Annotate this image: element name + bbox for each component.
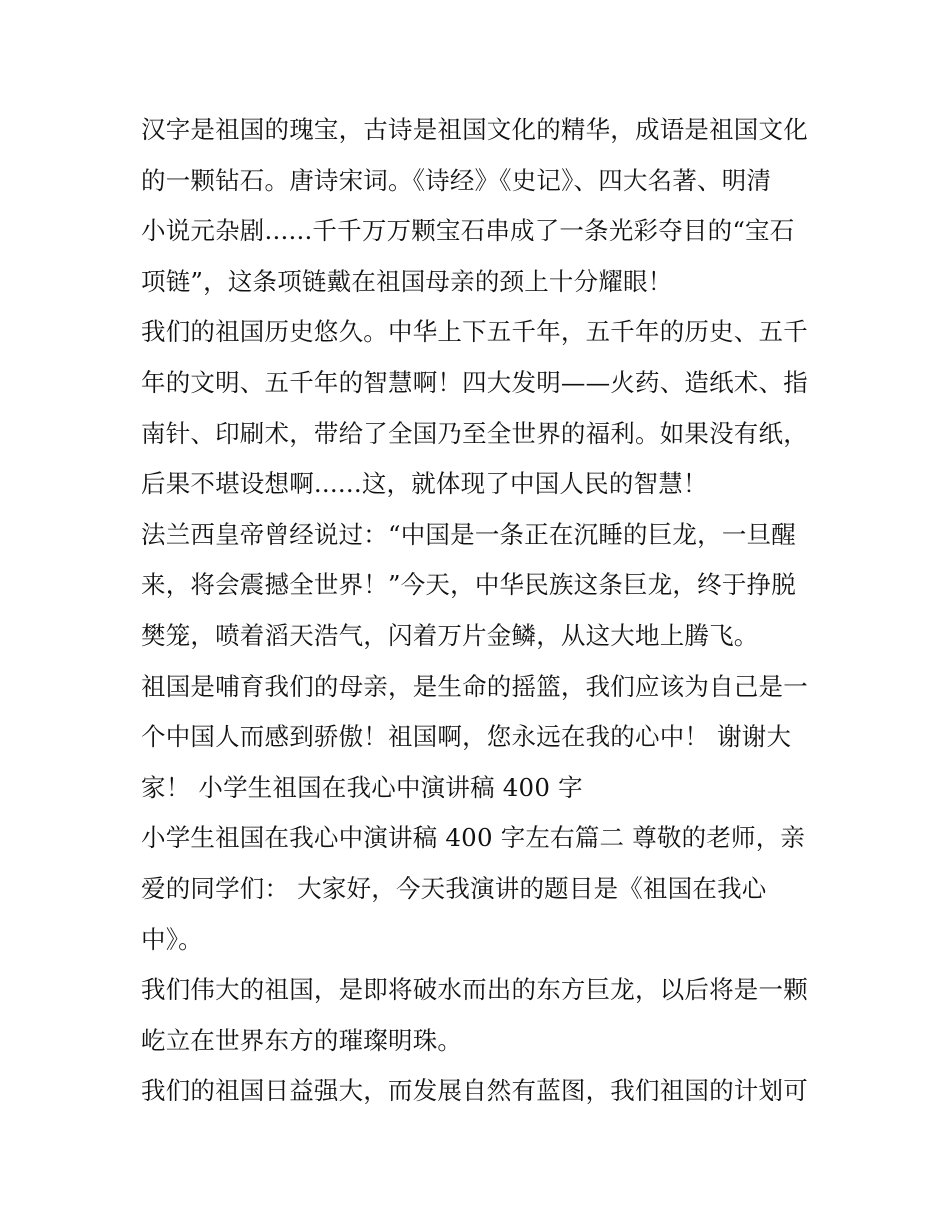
text-line: 小说元杂剧......千千万万颗宝石串成了一条光彩夺目的“宝石	[141, 216, 795, 246]
text-line: 后果不堪设想啊......这，就体现了中国人民的智慧！	[141, 469, 708, 499]
text-line: 法兰西皇帝曾经说过：“中国是一条正在沉睡的巨龙，一旦醒	[141, 519, 796, 549]
document-body	[141, 105, 821, 1117]
text-line: 爱的同学们： 大家好，今天我演讲的题目是《祖国在我心	[141, 873, 767, 903]
text-line: 汉字是祖国的瑰宝，古诗是祖国文化的精华，成语是祖国文化	[141, 115, 808, 144]
text-line: 我们的祖国日益强大，而发展自然有蓝图，我们祖国的计划可	[141, 1076, 808, 1106]
text-line: 项链”，这条项链戴在祖国母亲的颈上十分耀眼！	[141, 266, 673, 296]
text-line: 来，将会震撼全世界！”今天，中华民族这条巨龙，终于挣脱	[141, 570, 796, 600]
text-line: 的一颗钻石。唐诗宋词。《诗经》《史记》、四大名著、明清	[141, 165, 772, 195]
text-line: 屹立在世界东方的璀璨明珠。	[141, 1025, 463, 1055]
text-line: 南针、印刷术，带给了全国乃至全世界的福利。如果没有纸，	[141, 418, 808, 448]
text-line: 个中国人而感到骄傲！祖国啊，您永远在我的心中！ 谢谢大	[141, 722, 792, 752]
text-line: 我们的祖国历史悠久。中华上下五千年，五千年的历史、五千	[141, 317, 808, 347]
text-line: 我们伟大的祖国，是即将破水而出的东方巨龙，以后将是一颗	[141, 975, 808, 1005]
text-line: 樊笼，喷着滔天浩气，闪着万片金鳞，从这大地上腾飞。	[141, 620, 759, 650]
text-line: 祖国是哺育我们的母亲，是生命的摇篮，我们应该为自己是一	[141, 671, 808, 701]
text-line: 年的文明、五千年的智慧啊！四大发明——火药、造纸术、指	[141, 367, 808, 397]
text-line: 小学生祖国在我心中演讲稿 400 字左右篇二 尊敬的老师，亲	[141, 823, 806, 853]
text-line: 家！ 小学生祖国在我心中演讲稿 400 字	[141, 772, 583, 802]
text-line: 中》。	[141, 924, 203, 954]
